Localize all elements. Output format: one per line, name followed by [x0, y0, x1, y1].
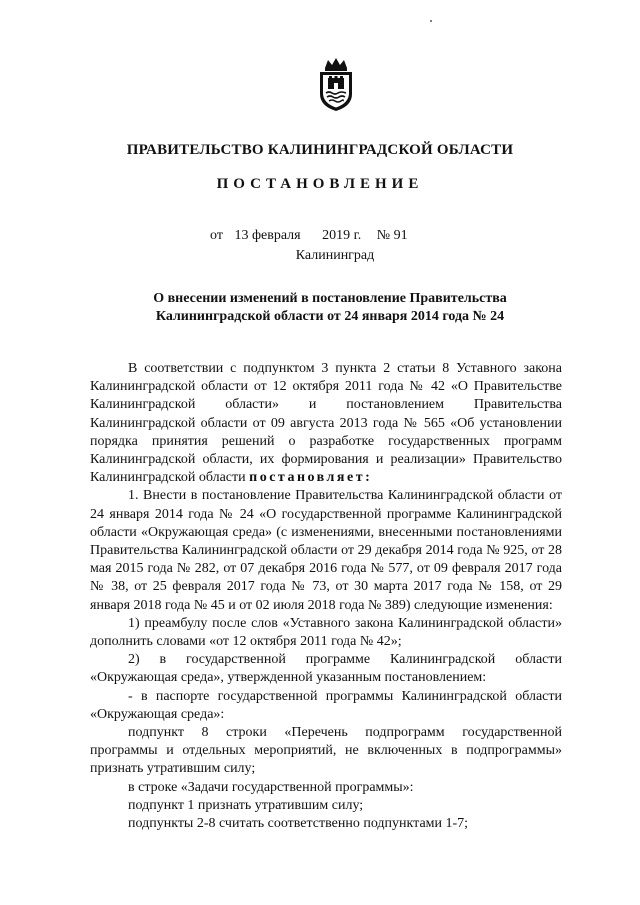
preamble-text: В соответствии с подпунктом 3 пункта 2 статьи 8 Уставного закона Калининградской области от 12 октября 2011 года № 42 «О Правительстве Калининградской области» и постановлением Правительства Калининградской области от 09 августа 2013 года № 565 «Об установлении порядка принятия решений о разработке государственных программ Калининградской области, их формирования и реализации» Правительство Калининградской области [90, 361, 562, 486]
preamble-verb: постановляет: [249, 470, 373, 486]
paragraph-subitem-2: 2) в государственной программе Калининградской области «Окружающая среда», утвержденной указанным постановлением: [90, 652, 562, 686]
paragraph-passport: - в паспорте государственной программы Калининградской области «Окружающая среда»: [90, 688, 562, 722]
document-subject [100, 290, 560, 326]
city: Калининград [295, 248, 375, 263]
date-line [210, 228, 408, 244]
scan-speck [430, 20, 432, 22]
date-prefix: от [210, 228, 223, 243]
paragraph-subpoints-renumber: подпункты 2-8 считать соответственно подпунктами 1-7; [128, 816, 469, 832]
government-title: ПРАВИТЕЛЬСТВО КАЛИНИНГРАДСКОЙ ОБЛАСТИ [126, 142, 514, 158]
paragraph-item-1: 1. Внести в постановление Правительства Калининградской области от 24 января 2014 года № 24 «О государственной программе Калининградской области «Окружающая среда» (с изменениями, внесенными постановлениями Правительства Калининградской области от 29 декабря 2014 года № 925, от 28 мая 2015 года № 282, от 07 декабря 2016 года № 577, от 09 февраля 2017 года № 38, от 25 февраля 2017 года № 73, от 30 марта 2017 года № 158, от 29 января 2018 года № 45 и от 02 июля 2018 года № 389) следующие изменения: [90, 488, 562, 613]
paragraph-subitem-1: 1) преамбулу после слов «Уставного закона Калининградской области» дополнить словами «от 12 октября 2011 года № 42»; [90, 615, 562, 650]
document-number: № 91 [376, 228, 408, 243]
subject-line-2: Калининградской области от 24 января 2014 года № 24 [155, 309, 505, 324]
paragraph-subpoint-8: подпункт 8 строки «Перечень подпрограмм государственной программы и отдельных мероприятий, не включенных в подпрограммы» признать утратившим силу; [90, 725, 562, 777]
document-type: ПОСТАНОВЛЕНИЕ [216, 176, 424, 192]
paragraph-subpoint-1: подпункт 1 признать утратившим силу; [128, 797, 364, 813]
coat-of-arms-icon [316, 56, 356, 112]
paragraph-preamble [90, 360, 562, 487]
subject-line-1: О внесении изменений в постановление Правительства [153, 291, 507, 306]
date-year: 2019 г. [322, 228, 362, 243]
date-day-month: 13 февраля [234, 228, 301, 243]
paragraph-tasks-row: в строке «Задачи государственной программы»: [128, 779, 414, 795]
document-body [90, 360, 562, 833]
